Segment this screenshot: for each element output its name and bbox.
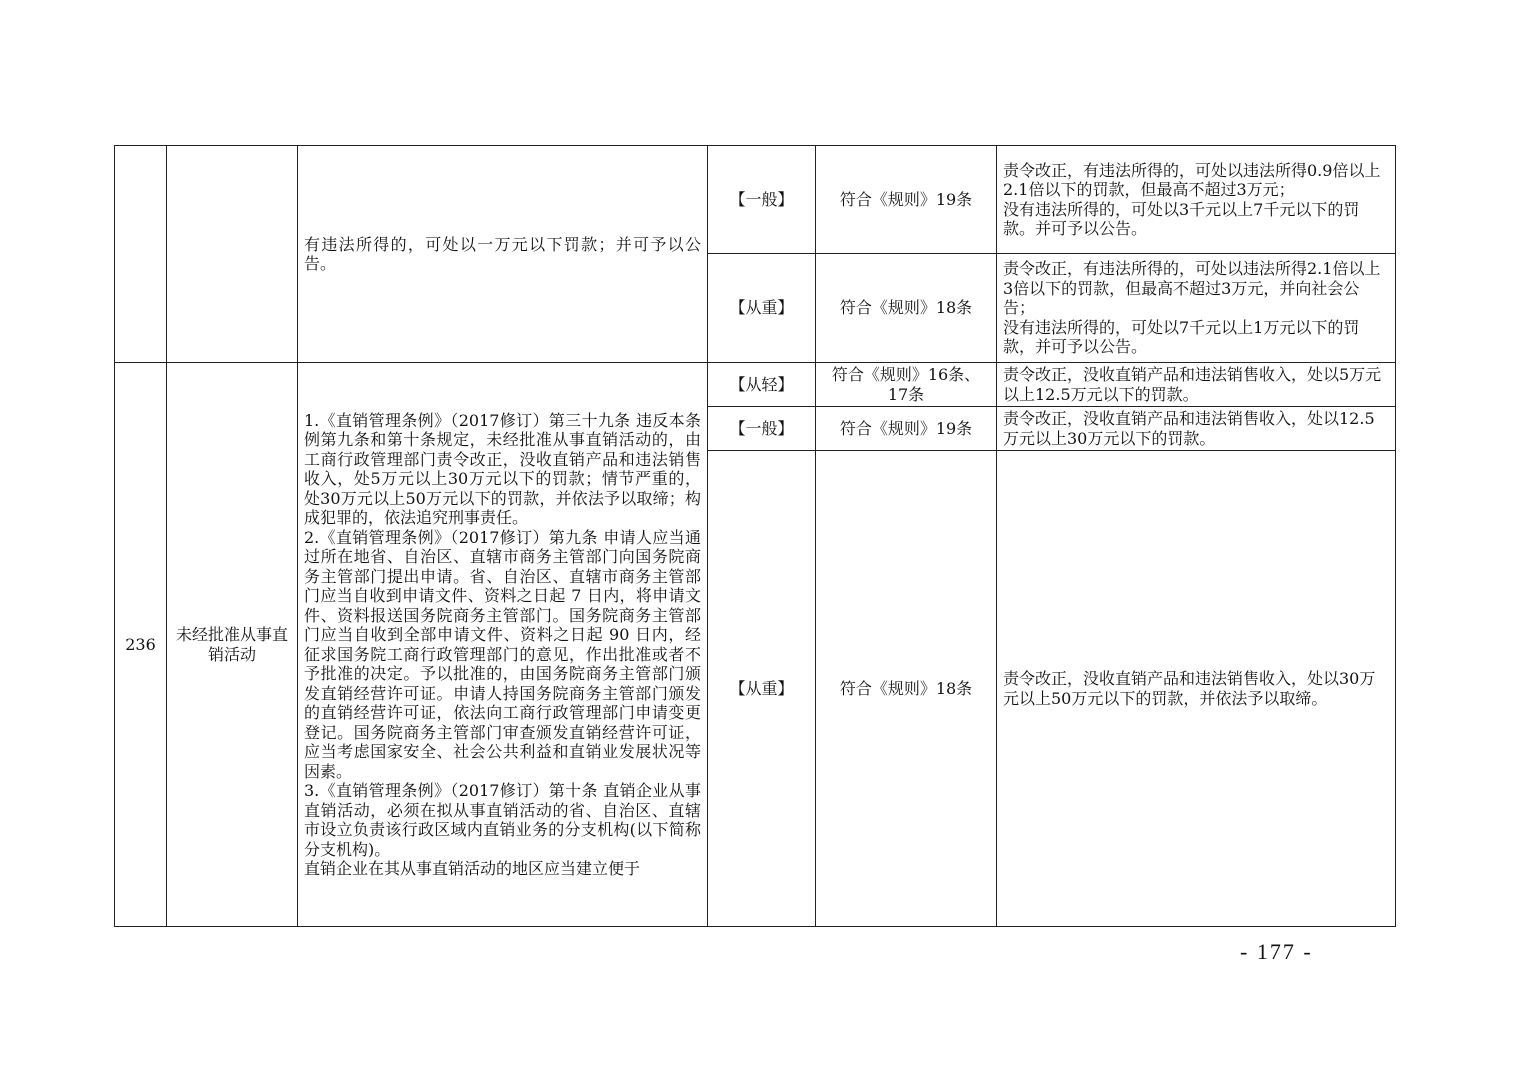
basis-paragraph: 2.《直销管理条例》（2017修订）第九条 申请人应当通过所在地省、自治区、直辖市商务主管部门向国务院商务主管部门提出申请。省、自治区、直辖市商务主管部门应当自收到申请文件、资料之日起 7 日内，将申请文件、资料报送国务院商务主管部门。国务院商务主管部门应当自收到全部申请文件、资料之日起 90 日内，经征求国务院工商行政管理部门的意见，作出批准或者不予批准的决定。予以批准的，由国务院商务主管部门颁发直销经营许可证。申请人持国务院商务主管部门颁发的直销经营许可证，依法向工商行政管理部门申请变更登记。国务院商务主管部门审查颁发直销经营许可证，应当考虑国家安全、社会公共利益和直销业发展状况等因素。: [304, 527, 701, 781]
discretion-level: 【一般】: [708, 146, 816, 254]
page-number: - 177 -: [1240, 939, 1313, 964]
penalty-standard: 责令改正，没收直销产品和违法销售收入，处以5万元以上12.5万元以下的罚款。: [997, 363, 1396, 407]
table-row: [115, 146, 1396, 254]
basis-paragraph: 1.《直销管理条例》（2017修订）第三十九条 违反本条例第九条和第十条规定，未经批准从事直销活动的，由工商行政管理部门责令改正，没收直销产品和违法销售收入，处5万元以上30万元以下的罚款；情节严重的，处30万元以上50万元以下的罚款，并依法予以取缔；构成犯罪的，依法追究刑事责任。: [304, 410, 701, 527]
item-name-cell: [167, 146, 298, 363]
item-number-cell: [115, 146, 167, 363]
applicable-condition: 符合《规则》18条: [816, 254, 997, 363]
penalty-standard: [997, 254, 1396, 363]
penalty-standard: [997, 146, 1396, 254]
basis-paragraph: 3.《直销管理条例》（2017修订）第十条 直销企业从事直销活动，必须在拟从事直销活动的省、自治区、直辖市设立负责该行政区域内直销业务的分支机构(以下简称分支机构)。: [304, 781, 701, 859]
legal-basis-cell: [298, 363, 708, 927]
penalty-line: 责令改正，有违法所得的，可处以违法所得0.9倍以上2.1倍以下的罚款，但最高不超过3万元； 没有违法所得的，可处以3千元以上7千元以下的罚款。并可予以公告。: [1003, 160, 1381, 238]
discretion-level: 【从重】: [708, 451, 816, 927]
applicable-condition: 符合《规则》18条: [816, 451, 997, 927]
discretion-level: 【从轻】: [708, 363, 816, 407]
penalty-line: 责令改正，有违法所得的，可处以违法所得2.1倍以上3倍以下的罚款，但最高不超过3万元，并向社会公告； 没有违法所得的，可处以7千元以上1万元以下的罚款，并可予以公告。: [1003, 259, 1381, 357]
applicable-condition: 符合《规则》16条、17条: [816, 363, 997, 407]
item-number: 236: [115, 363, 167, 927]
penalty-discretion-table: [114, 145, 1396, 927]
applicable-condition: 符合《规则》19条: [816, 407, 997, 451]
legal-basis-cell: 有违法所得的，可处以一万元以下罚款；并可予以公告。: [298, 146, 708, 363]
penalty-standard: 责令改正，没收直销产品和违法销售收入，处以12.5万元以上30万元以下的罚款。: [997, 407, 1396, 451]
penalty-standard: 责令改正，没收直销产品和违法销售收入，处以30万元以上50万元以下的罚款，并依法予以取缔。: [997, 451, 1396, 927]
applicable-condition: 符合《规则》19条: [816, 146, 997, 254]
discretion-level: 【一般】: [708, 407, 816, 451]
item-name: 未经批准从事直销活动: [167, 363, 298, 927]
table-row: [115, 363, 1396, 407]
basis-paragraph: 直销企业在其从事直销活动的地区应当建立便于: [304, 859, 641, 878]
discretion-level: 【从重】: [708, 254, 816, 363]
